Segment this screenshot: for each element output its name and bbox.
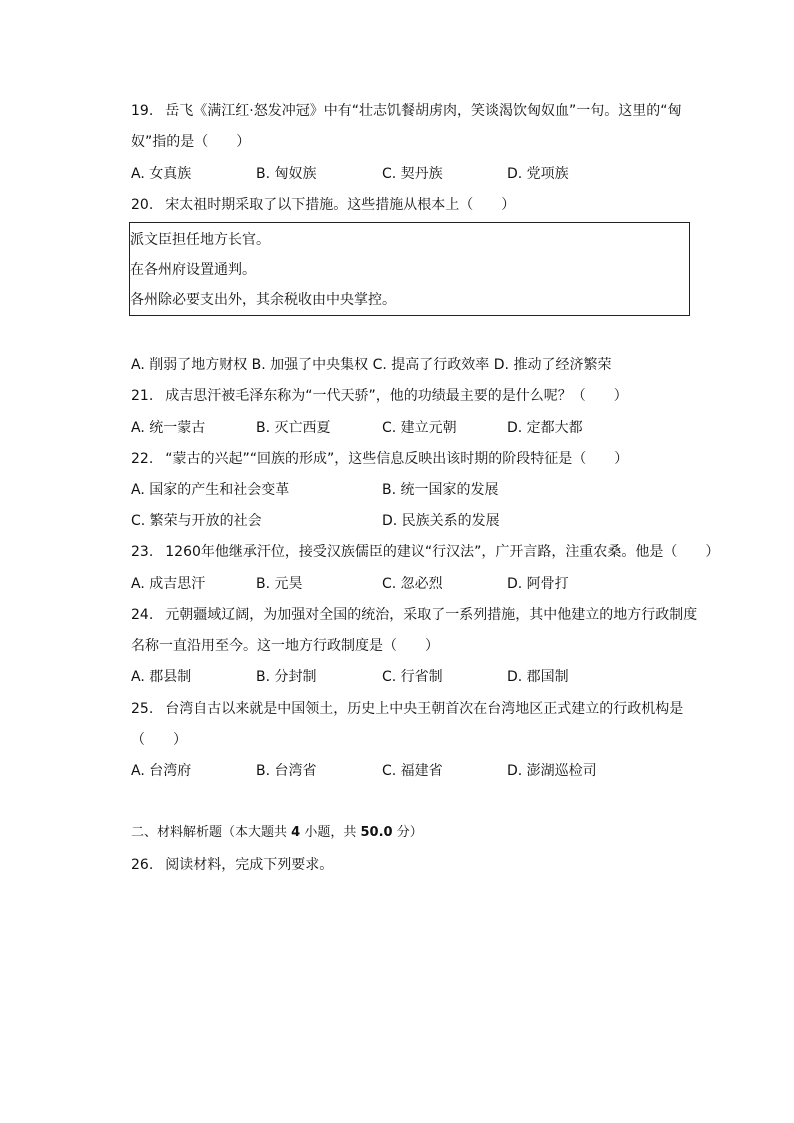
- q24-option-b[interactable]: B. 分封制: [256, 669, 317, 685]
- q19-option-d[interactable]: D. 党项族: [507, 166, 569, 182]
- q22-stem-text: “蒙古的兴起”“回族的形成”，这些信息反映出该时期的阶段特征是（ ）: [165, 451, 629, 467]
- q21-number: 21.: [131, 388, 154, 404]
- q24-stem-line1: [131, 605, 698, 625]
- q22-stem: [131, 449, 628, 469]
- q21-option-a[interactable]: A. 统一蒙古: [131, 420, 206, 436]
- section-heading-suffix: 分）: [396, 825, 423, 840]
- q20-material-1: 派文臣担任地方长官。: [130, 232, 270, 248]
- q20-number: 20.: [131, 197, 154, 213]
- q25-stem-text: 台湾自古以来就是中国领土，历史上中央王朝首次在台湾地区正式建立的行政机构是: [165, 701, 684, 717]
- q21-option-b[interactable]: B. 灭亡西夏: [256, 420, 331, 436]
- q19-stem-text: 岳飞《满江红·怒发冲冠》中有“壮志饥餐胡虏肉，笑谈渴饮匈奴血”一句。这里的“匈: [165, 103, 682, 119]
- q20-material-3: 各州除必要支出外，其余税收由中央掌控。: [130, 292, 396, 308]
- q24-option-c[interactable]: C. 行省制: [382, 669, 443, 685]
- section-heading-mid: 小题，共: [304, 825, 357, 840]
- q21-option-c[interactable]: C. 建立元朝: [382, 420, 457, 436]
- q24-number: 24.: [131, 607, 154, 623]
- q22-option-d[interactable]: D. 民族关系的发展: [382, 513, 500, 529]
- section-question-count: 4: [291, 825, 301, 840]
- q24-option-d[interactable]: D. 郡国制: [507, 669, 569, 685]
- q23-option-d[interactable]: D. 阿骨打: [507, 576, 569, 592]
- section-score: 50.0: [360, 825, 393, 840]
- q24-stem-line2: 名称一直沿用至今。这一地方行政制度是（ ）: [131, 638, 439, 654]
- q25-stem-line1: [131, 699, 693, 719]
- q22-option-a[interactable]: A. 国家的产生和社会变革: [131, 482, 290, 498]
- q20-stem-text: 宋太祖时期采取了以下措施。这些措施从根本上（ ）: [165, 197, 516, 213]
- q25-option-a[interactable]: A. 台湾府: [131, 763, 192, 779]
- q19-option-a[interactable]: A. 女真族: [131, 166, 192, 182]
- q25-stem-line2: （ ）: [131, 732, 187, 748]
- q25-option-c[interactable]: C. 福建省: [382, 763, 443, 779]
- section-heading: [131, 823, 423, 843]
- q26-number: 26.: [131, 857, 154, 873]
- q20-materials-box: [129, 222, 690, 316]
- q24-stem-text: 元朝疆域辽阔，为加强对全国的统治，采取了一系列措施，其中他建立的地方行政制度: [165, 607, 698, 623]
- q20-material-2: 在各州府设置通判。: [130, 262, 256, 278]
- q23-number: 23.: [131, 544, 154, 560]
- q21-stem-text: 成吉思汗被毛泽东称为“一代天骄”，他的功绩最主要的是什么呢？（ ）: [165, 388, 628, 404]
- q23-option-a[interactable]: A. 成吉思汗: [131, 576, 206, 592]
- q22-number: 22.: [131, 451, 154, 467]
- q24-option-a[interactable]: A. 郡县制: [131, 669, 192, 685]
- q26-stem: [131, 855, 333, 875]
- q19-option-c[interactable]: C. 契丹族: [382, 166, 443, 182]
- q21-stem: [131, 386, 628, 406]
- q20-stem: [131, 195, 515, 215]
- q19-number: 19.: [131, 103, 154, 119]
- q22-option-c[interactable]: C. 繁荣与开放的社会: [131, 513, 262, 529]
- q21-option-d[interactable]: D. 定都大都: [507, 420, 583, 436]
- q25-option-d[interactable]: D. 澎湖巡检司: [507, 763, 597, 779]
- q19-stem-line2: 奴”指的是（ ）: [131, 134, 251, 150]
- q22-option-b[interactable]: B. 统一国家的发展: [382, 482, 499, 498]
- q25-option-b[interactable]: B. 台湾省: [256, 763, 317, 779]
- q25-number: 25.: [131, 701, 154, 717]
- q23-option-c[interactable]: C. 忽必烈: [382, 576, 443, 592]
- q23-stem-text: 1260年他继承汗位，接受汉族儒臣的建议“行汉法”，广开言路，注重农桑。他是（ ）: [165, 544, 720, 560]
- q23-option-b[interactable]: B. 元昊: [256, 576, 303, 592]
- q20-options[interactable]: A. 削弱了地方财权 B. 加强了中央集权 C. 提高了行政效率 D. 推动了经济繁荣: [131, 357, 612, 373]
- q19-option-b[interactable]: B. 匈奴族: [256, 166, 317, 182]
- section-heading-prefix: 二、材料解析题（本大题共: [131, 825, 288, 840]
- q19-stem-line1: [131, 101, 693, 121]
- q23-stem: [131, 542, 719, 562]
- q26-stem-text: 阅读材料，完成下列要求。: [165, 857, 334, 873]
